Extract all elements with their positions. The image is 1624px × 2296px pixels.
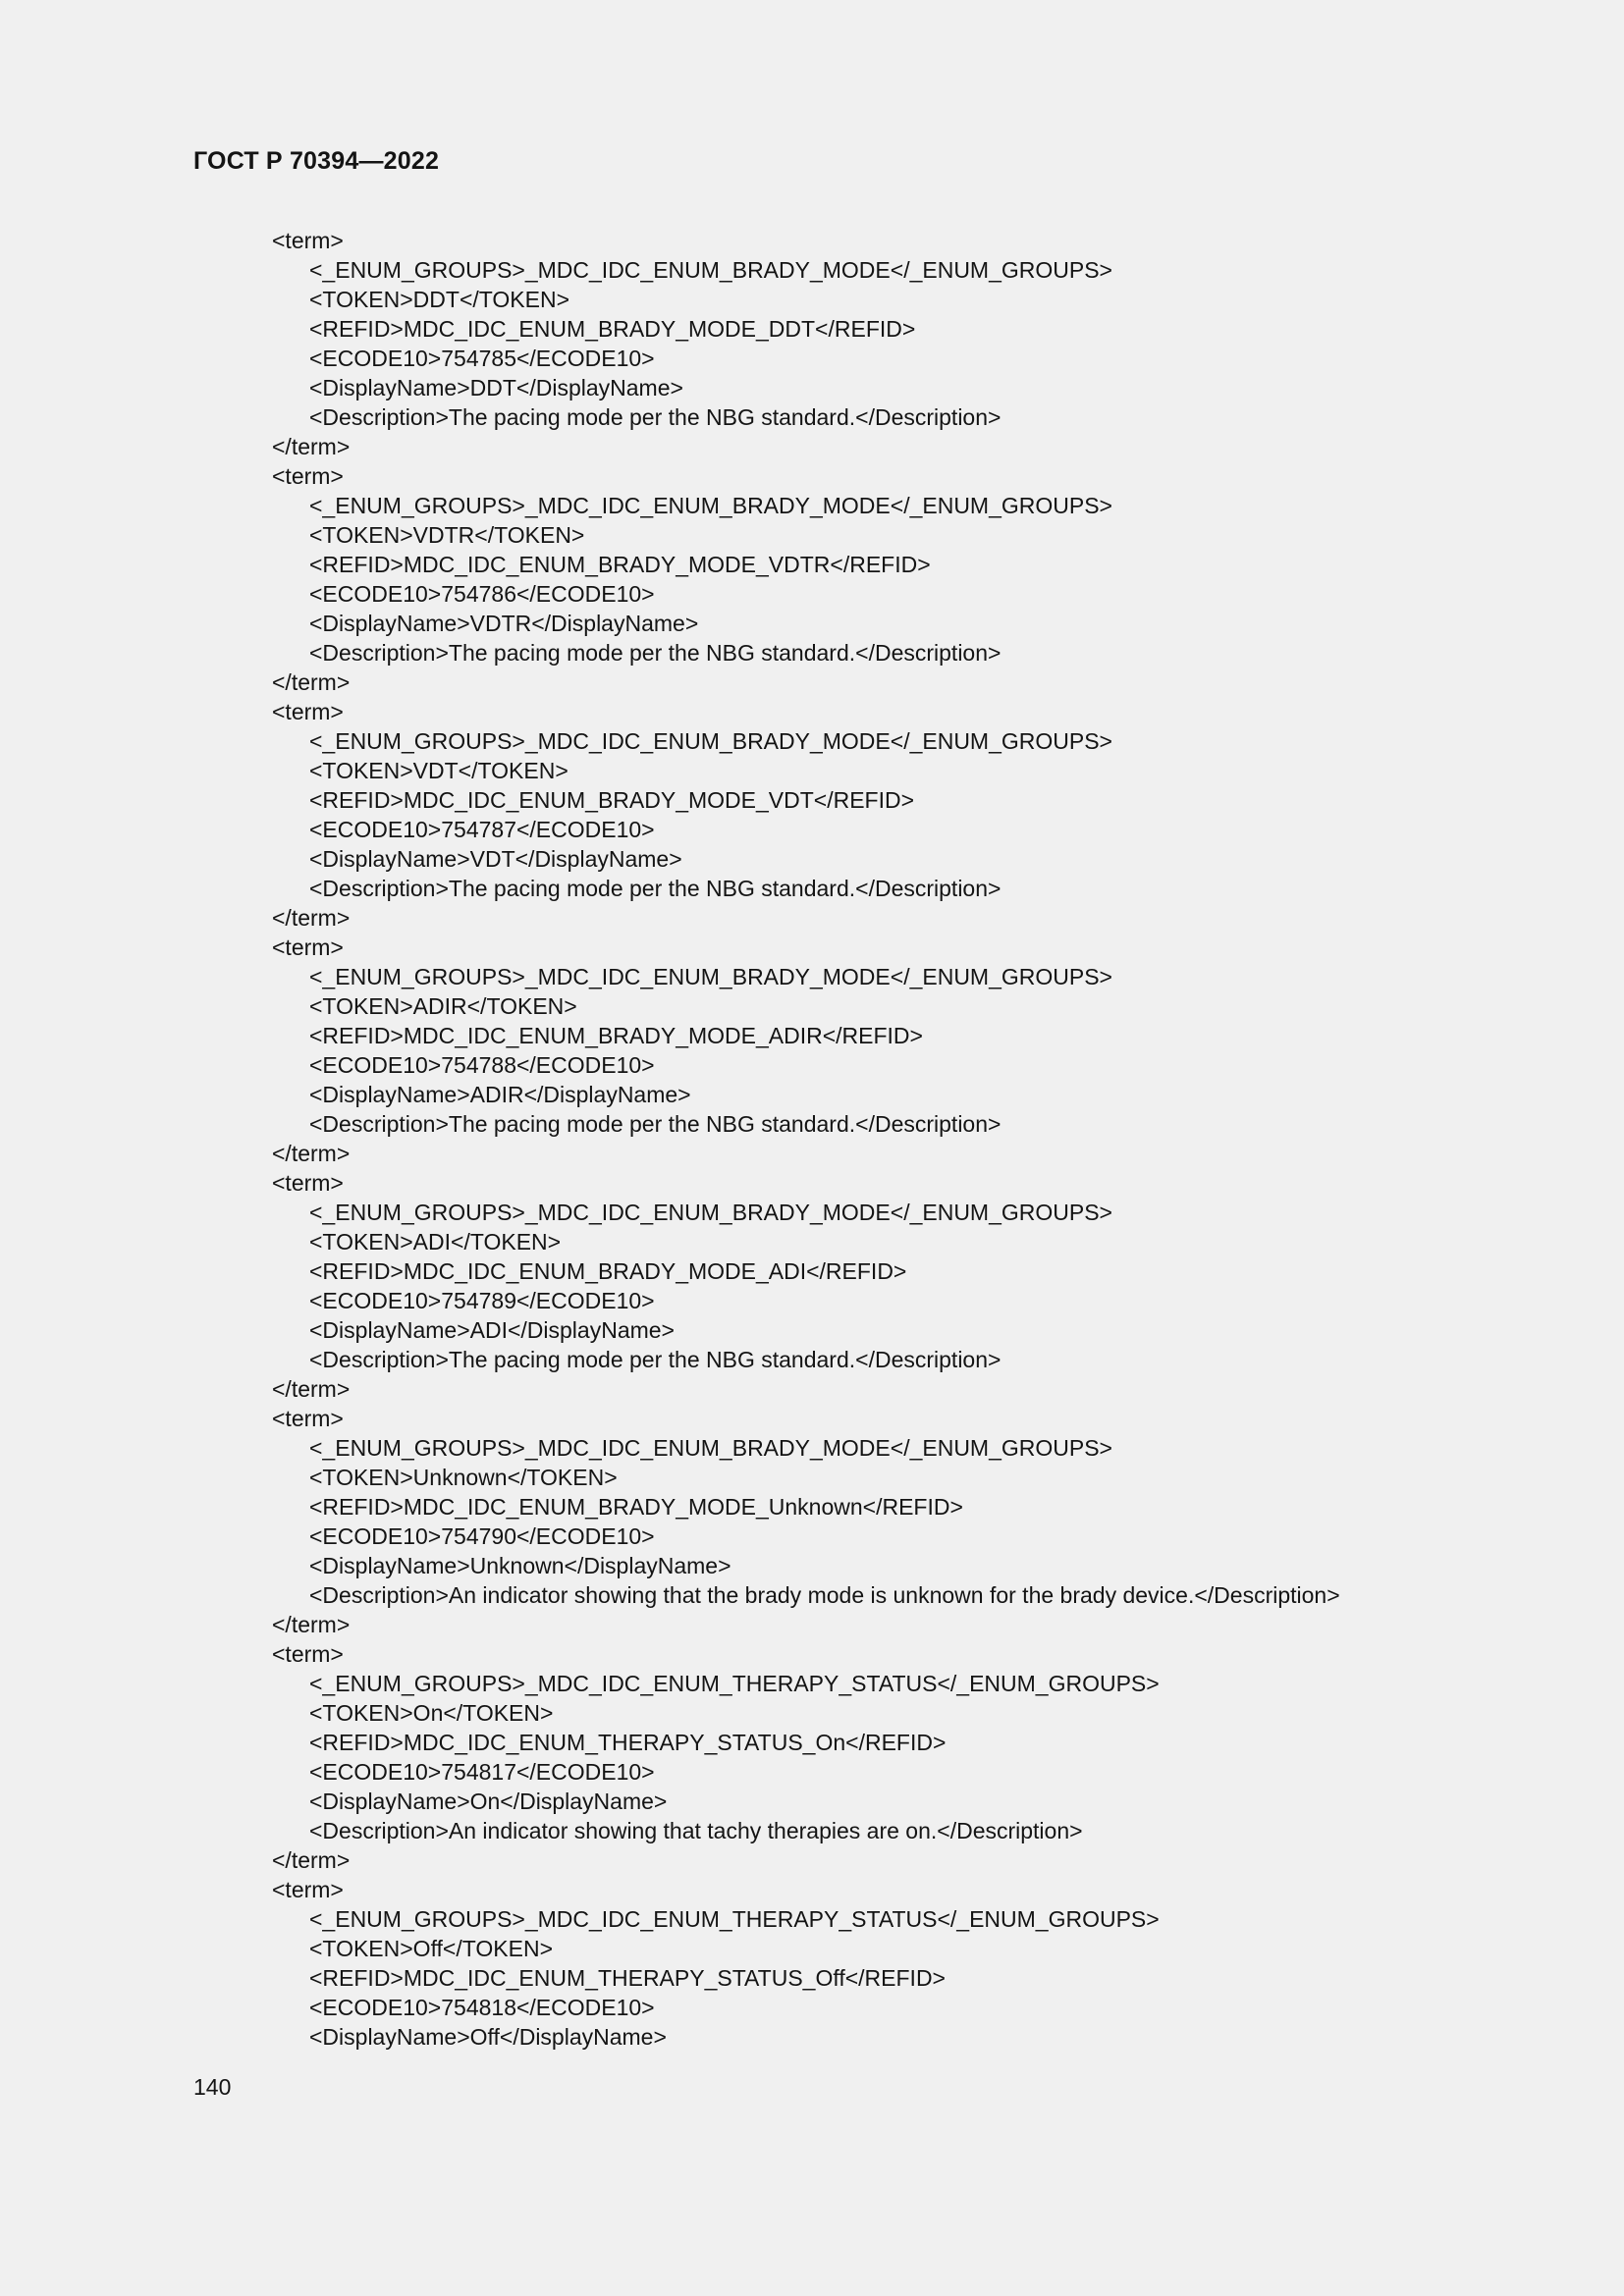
code-line: <term> bbox=[272, 699, 344, 724]
code-line: <term> bbox=[272, 1170, 344, 1196]
code-line: <REFID>MDC_IDC_ENUM_BRADY_MODE_VDTR</REFID> bbox=[309, 552, 931, 577]
code-line: <Description>The pacing mode per the NBG standard.</Description> bbox=[309, 404, 1001, 430]
code-line: <DisplayName>DDT</DisplayName> bbox=[309, 375, 683, 400]
page-number: 140 bbox=[193, 2074, 232, 2100]
code-line: <term> bbox=[272, 228, 344, 253]
code-line: <REFID>MDC_IDC_ENUM_THERAPY_STATUS_On</REFID> bbox=[309, 1730, 947, 1755]
code-line: <REFID>MDC_IDC_ENUM_BRADY_MODE_Unknown</REFID> bbox=[309, 1494, 963, 1520]
code-line: <_ENUM_GROUPS>_MDC_IDC_ENUM_BRADY_MODE</_ENUM_GROUPS> bbox=[309, 728, 1112, 754]
xml-code-block bbox=[272, 226, 1578, 2052]
code-line: <ECODE10>754789</ECODE10> bbox=[309, 1288, 655, 1313]
code-line: <_ENUM_GROUPS>_MDC_IDC_ENUM_THERAPY_STATUS</_ENUM_GROUPS> bbox=[309, 1671, 1160, 1696]
code-line: <Description>The pacing mode per the NBG standard.</Description> bbox=[309, 640, 1001, 666]
code-line: <ECODE10>754785</ECODE10> bbox=[309, 346, 655, 371]
code-line: <DisplayName>On</DisplayName> bbox=[309, 1789, 668, 1814]
code-line: <term> bbox=[272, 1877, 344, 1902]
code-line: <Description>The pacing mode per the NBG standard.</Description> bbox=[309, 876, 1001, 901]
code-line: <TOKEN>VDTR</TOKEN> bbox=[309, 522, 585, 548]
code-line: <TOKEN>ADI</TOKEN> bbox=[309, 1229, 562, 1255]
code-line: <TOKEN>Unknown</TOKEN> bbox=[309, 1465, 618, 1490]
code-line: <TOKEN>VDT</TOKEN> bbox=[309, 758, 568, 783]
code-line: <Description>The pacing mode per the NBG standard.</Description> bbox=[309, 1347, 1001, 1372]
code-line: </term> bbox=[272, 669, 351, 695]
code-line: <ECODE10>754818</ECODE10> bbox=[309, 1995, 655, 2020]
code-line: <term> bbox=[272, 463, 344, 489]
code-line: <DisplayName>ADIR</DisplayName> bbox=[309, 1082, 691, 1107]
code-line: <ECODE10>754817</ECODE10> bbox=[309, 1759, 655, 1785]
code-line: <_ENUM_GROUPS>_MDC_IDC_ENUM_BRADY_MODE</_ENUM_GROUPS> bbox=[309, 257, 1112, 283]
code-line: </term> bbox=[272, 1847, 351, 1873]
code-line: <Description>An indicator showing that tachy therapies are on.</Description> bbox=[309, 1818, 1083, 1843]
code-line: </term> bbox=[272, 1141, 351, 1166]
code-line: <DisplayName>VDT</DisplayName> bbox=[309, 846, 682, 872]
code-line: </term> bbox=[272, 1612, 351, 1637]
code-line: <ECODE10>754790</ECODE10> bbox=[309, 1523, 655, 1549]
code-line: <term> bbox=[272, 1641, 344, 1667]
code-line: <_ENUM_GROUPS>_MDC_IDC_ENUM_BRADY_MODE</_ENUM_GROUPS> bbox=[309, 964, 1112, 989]
code-line: <TOKEN>DDT</TOKEN> bbox=[309, 287, 570, 312]
code-line: <Description>The pacing mode per the NBG standard.</Description> bbox=[309, 1111, 1001, 1137]
code-line: <_ENUM_GROUPS>_MDC_IDC_ENUM_BRADY_MODE</_ENUM_GROUPS> bbox=[309, 493, 1112, 518]
code-line: <DisplayName>ADI</DisplayName> bbox=[309, 1317, 675, 1343]
code-line: <term> bbox=[272, 934, 344, 960]
code-line: <DisplayName>Unknown</DisplayName> bbox=[309, 1553, 731, 1578]
page-header: ГОСТ Р 70394—2022 bbox=[193, 147, 440, 175]
code-line: <DisplayName>VDTR</DisplayName> bbox=[309, 611, 699, 636]
code-line: <REFID>MDC_IDC_ENUM_BRADY_MODE_ADIR</REFID> bbox=[309, 1023, 923, 1048]
code-line: <REFID>MDC_IDC_ENUM_THERAPY_STATUS_Off</REFID> bbox=[309, 1965, 946, 1991]
code-line: <term> bbox=[272, 1406, 344, 1431]
code-line: <_ENUM_GROUPS>_MDC_IDC_ENUM_THERAPY_STATUS</_ENUM_GROUPS> bbox=[309, 1906, 1160, 1932]
code-line: <Description>An indicator showing that the brady mode is unknown for the brady device.</Description> bbox=[309, 1582, 1340, 1608]
code-line: <REFID>MDC_IDC_ENUM_BRADY_MODE_VDT</REFID> bbox=[309, 787, 915, 813]
code-line: <_ENUM_GROUPS>_MDC_IDC_ENUM_BRADY_MODE</_ENUM_GROUPS> bbox=[309, 1435, 1112, 1461]
code-line: <TOKEN>ADIR</TOKEN> bbox=[309, 993, 577, 1019]
code-line: <TOKEN>Off</TOKEN> bbox=[309, 1936, 554, 1961]
code-line: <ECODE10>754786</ECODE10> bbox=[309, 581, 655, 607]
code-line: <DisplayName>Off</DisplayName> bbox=[309, 2024, 667, 2050]
code-line: <ECODE10>754787</ECODE10> bbox=[309, 817, 655, 842]
code-line: <REFID>MDC_IDC_ENUM_BRADY_MODE_DDT</REFID> bbox=[309, 316, 916, 342]
code-line: <ECODE10>754788</ECODE10> bbox=[309, 1052, 655, 1078]
code-line: </term> bbox=[272, 434, 351, 459]
code-line: <REFID>MDC_IDC_ENUM_BRADY_MODE_ADI</REFID> bbox=[309, 1258, 907, 1284]
code-line: </term> bbox=[272, 905, 351, 931]
code-line: </term> bbox=[272, 1376, 351, 1402]
code-line: <TOKEN>On</TOKEN> bbox=[309, 1700, 554, 1726]
code-line: <_ENUM_GROUPS>_MDC_IDC_ENUM_BRADY_MODE</_ENUM_GROUPS> bbox=[309, 1200, 1112, 1225]
